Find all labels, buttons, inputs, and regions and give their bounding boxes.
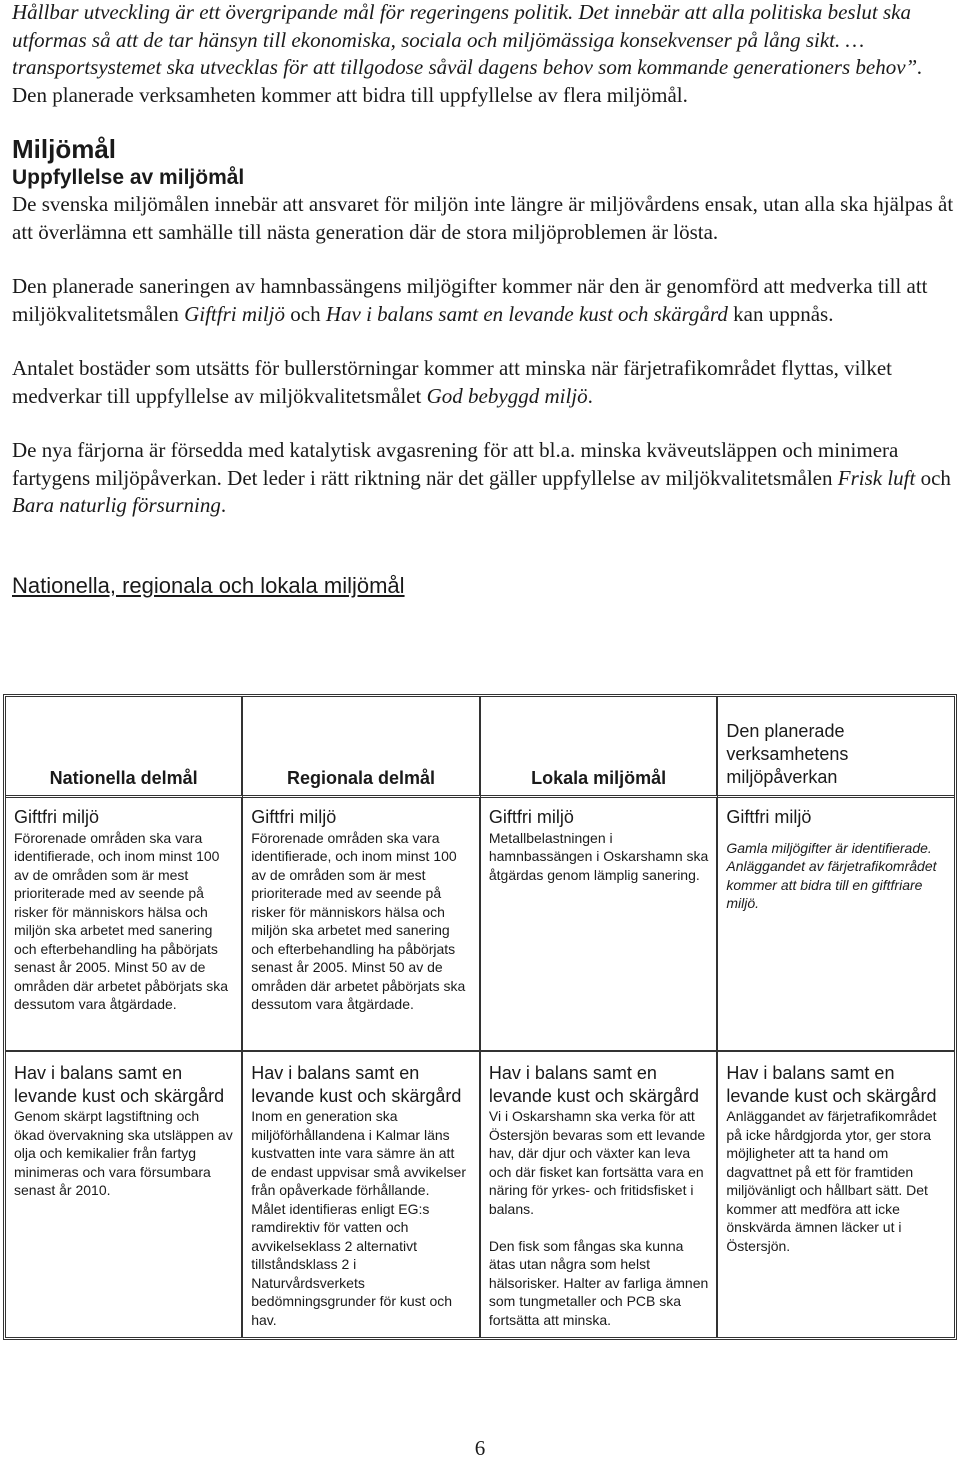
table-row bbox=[6, 1052, 954, 1337]
table-header-cell: Nationella delmål bbox=[6, 697, 243, 798]
paragraph-4: De nya färjorna är försedda med katalytisk avgasrening för att bl.a. minska kväveutsläppen och minimera fartygens miljöpåverkan. Det leder i rätt riktning när det gäller uppfyllelse av miljökvalitetsmålen Frisk luft och Bara naturlig försurning. bbox=[12, 438, 951, 517]
table-cell: Hav i balans samt en levande kust och skärgård Vi i Oskarshamn ska verka för att Östersjön bevaras som ett levande hav, där djur och växter kan leva och där fisket kan fortsätta vara en näring för yrkes- och fritidsfisket i balans. Den fisk som fångas ska kunna ätas utan några som helst hälsorisker. Halter av farliga ämnen som tungmetaller och PCB ska fortsätta att minska. bbox=[481, 1052, 719, 1337]
table-cell: Hav i balans samt en levande kust och skärgård Inom en generation ska miljöförhållandena i Kalmar läns kustvatten inte vara sämre än att de endast uppvisar små avvikelser från opåverkade förhållande. Målet identifieras enligt EG:s ramdirektiv för vatten och avvikelseklass 2 alternativt tillståndsklass 2 i Naturvårdsverkets bedömningsgrunder för kust och hav. bbox=[243, 1052, 481, 1337]
table-header-cell: Den planerade verksamhetens miljöpåverkan bbox=[718, 697, 954, 798]
section-subheading: Uppfyllelse av miljömål bbox=[12, 166, 245, 189]
table-cell: Giftfri miljö Förorenade områden ska vara identifierade, och inom minst 100 av de områden som är mest prioriterade med av seende på risker för människors hälsa och miljön ska arbetet med sanering och efterbehandling ha påbörjats senast år 2005. Minst 50 av de områden där arbetet påbörjats ska dessutom vara åtgärdade. bbox=[6, 798, 243, 1052]
table-cell: Hav i balans samt en levande kust och skärgård Anläggandet av färjetrafikområdet på icke hårdgjorda ytor, ger stora möjligheter att ta hand om dagvattnet på ett för framtiden miljövänligt och hållbart sätt. Det kommer att medföra att icke önskvärda ämnen läcker ut i Östersjön. bbox=[726, 1063, 937, 1254]
table-row bbox=[6, 798, 954, 1052]
intro-statement: Den planerade verksamheten kommer att bidra till uppfyllelse av flera miljömål. bbox=[12, 82, 688, 107]
paragraph-1: De svenska miljömålen innebär att ansvaret för miljön inte längre är miljövårdens ensak, utan alla ska hjälpas åt att överlämna ett samhälle till nästa generation där de stora miljöproblemen är lösta. bbox=[12, 192, 954, 244]
section-heading: Miljömål bbox=[12, 134, 117, 164]
table-section-title: Nationella, regionala och lokala miljömål bbox=[12, 572, 405, 598]
table-header-cell: Regionala delmål bbox=[243, 697, 481, 798]
table-cell: Hav i balans samt en levande kust och skärgård Genom skärpt lagstiftning och ökad övervakning ska utsläppen av olja och kemikalier från fartyg minimeras och vara försumbara senast år 2010. bbox=[6, 1052, 243, 1337]
document-page bbox=[12, 0, 954, 599]
environmental-goals-table bbox=[3, 694, 957, 1340]
table-cell: Giftfri miljö Metallbelastningen i hamnbassängen i Oskarshamn ska åtgärdas genom lämplig sanering. bbox=[481, 798, 719, 1052]
intro-quote: Hållbar utveckling är ett övergripande mål för regeringens politik. Det innebär att alla politiska beslut ska utformas så att de tar hänsyn till ekonomiska, sociala och miljömässiga konsekvenser på lång sikt. … transportsystemet ska utvecklas för att tillgodose såväl dagens behov som kommande generationers behov”. bbox=[12, 0, 923, 79]
page-number: 6 bbox=[474, 1436, 486, 1460]
paragraph-2: Den planerade saneringen av hamnbassängens miljögifter kommer när den är genomförd att medverka till att miljökvalitetsmålen Giftfri miljö och Hav i balans samt en levande kust och skärgård kan uppnås. bbox=[12, 274, 928, 326]
table-cell: Giftfri miljö Gamla miljögifter är identifierade. Anläggandet av färjetrafikområdet kommer att bidra till en giftfriare miljö. bbox=[718, 798, 954, 1052]
table-header-row bbox=[6, 697, 954, 798]
table-cell: Giftfri miljö Förorenade områden ska vara identifierade, och inom minst 100 av de områden som är mest prioriterade med av seende på risker för människors hälsa och miljön ska arbetet med sanering och efterbehandling ha påbörjats senast år 2005. Minst 50 av de områden där arbetet påbörjats ska dessutom vara åtgärdade. bbox=[243, 798, 481, 1052]
paragraph-3: Antalet bostäder som utsätts för bullerstörningar kommer att minska när färjetrafikområdet flyttas, vilket medverkar till uppfyllelse av miljökvalitetsmålet God bebyggd miljö. bbox=[12, 356, 893, 408]
table-header-cell: Lokala miljömål bbox=[481, 697, 719, 798]
